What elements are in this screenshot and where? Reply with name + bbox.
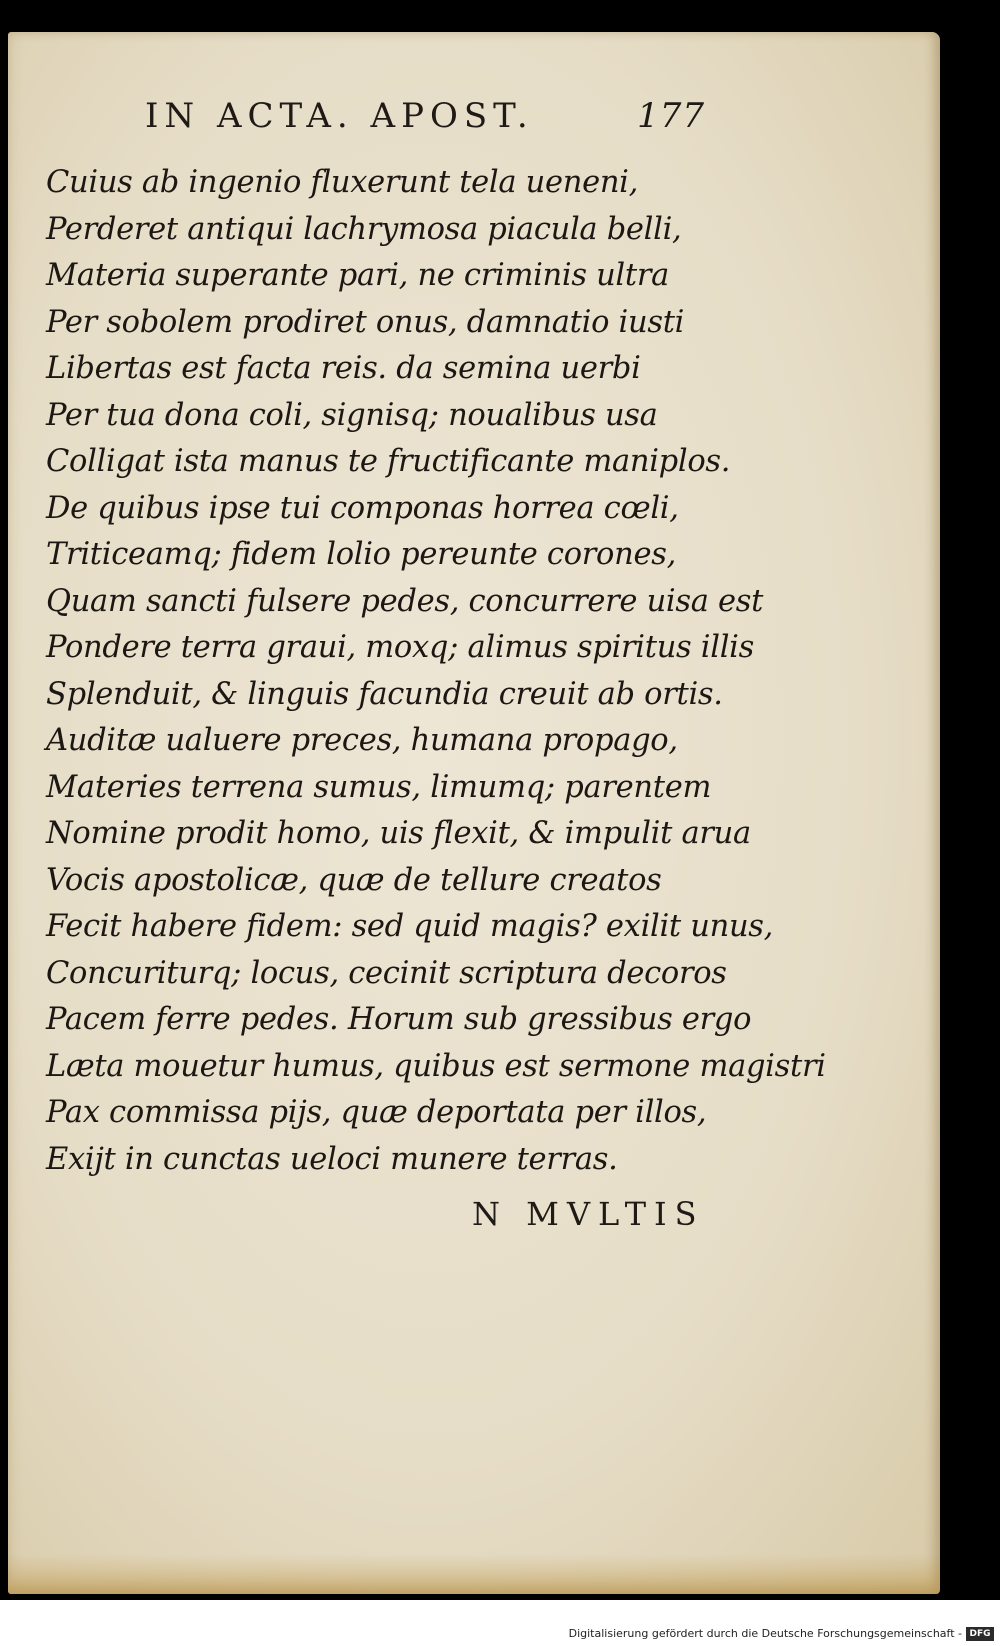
poem-line: Fecit habere fidem: sed quid magis? exilit unus,	[46, 909, 774, 944]
poem-line: Nomine prodit homo, uis flexit, & impulit arua	[46, 816, 751, 851]
poem-line: Auditæ ualuere preces, humana propago,	[46, 723, 678, 758]
poem-line: Libertas est facta reis. da semina uerbi	[46, 351, 641, 386]
poem-line: Læta mouetur humus, quibus est sermone magistri	[46, 1048, 826, 1084]
poem-line: Vocis apostolicæ, quæ de tellure creatos	[46, 862, 662, 898]
running-head	[145, 88, 705, 148]
poem-line: Cuius ab ingenio fluxerunt tela ueneni,	[46, 165, 639, 200]
poem-line: Materia superante pari, ne criminis ultra	[46, 258, 669, 293]
poem-line: De quibus ipse tui componas horrea cœli,	[46, 490, 679, 526]
dfg-logo-icon: DFG	[966, 1627, 994, 1641]
catchword: N MVLTIS	[472, 1195, 705, 1233]
poem-line: Triticeamq; fidem lolio pereunte corones,	[46, 537, 676, 572]
poem-line: Per sobolem prodiret onus, damnatio iusti	[46, 304, 685, 340]
poem-line: Colligat ista manus te fructificante maniplos.	[46, 444, 731, 479]
page-stain	[8, 1554, 940, 1594]
poem-line: Quam sancti fulsere pedes, concurrere uisa est	[46, 583, 764, 619]
poem-line: Pondere terra graui, moxq; alimus spiritus illis	[46, 630, 754, 665]
digitization-credit: Digitalisierung gefördert durch die Deutsche Forschungsgemeinschaft -	[568, 1627, 962, 1640]
poem-line: Materies terrena sumus, limumq; parentem	[46, 769, 712, 805]
running-title: IN ACTA. APOST.	[145, 96, 534, 136]
poem-line: Per tua dona coli, signisq; noualibus usa	[46, 397, 658, 433]
poem-line: Exijt in cunctas ueloci munere terras.	[46, 1141, 618, 1177]
poem-line: Perderet antiqui lachrymosa piacula belli,	[46, 211, 682, 247]
poem-line: Concuriturq; locus, cecinit scriptura decoros	[46, 955, 727, 991]
poem-line: Pax commissa pijs, quæ deportata per illos,	[46, 1095, 707, 1130]
page-number: 177	[637, 96, 705, 136]
poem-line: Pacem ferre pedes. Horum sub gressibus ergo	[46, 1002, 752, 1037]
poem-line: Splenduit, & linguis facundia creuit ab ortis.	[46, 676, 723, 712]
poem-text	[46, 160, 826, 1183]
